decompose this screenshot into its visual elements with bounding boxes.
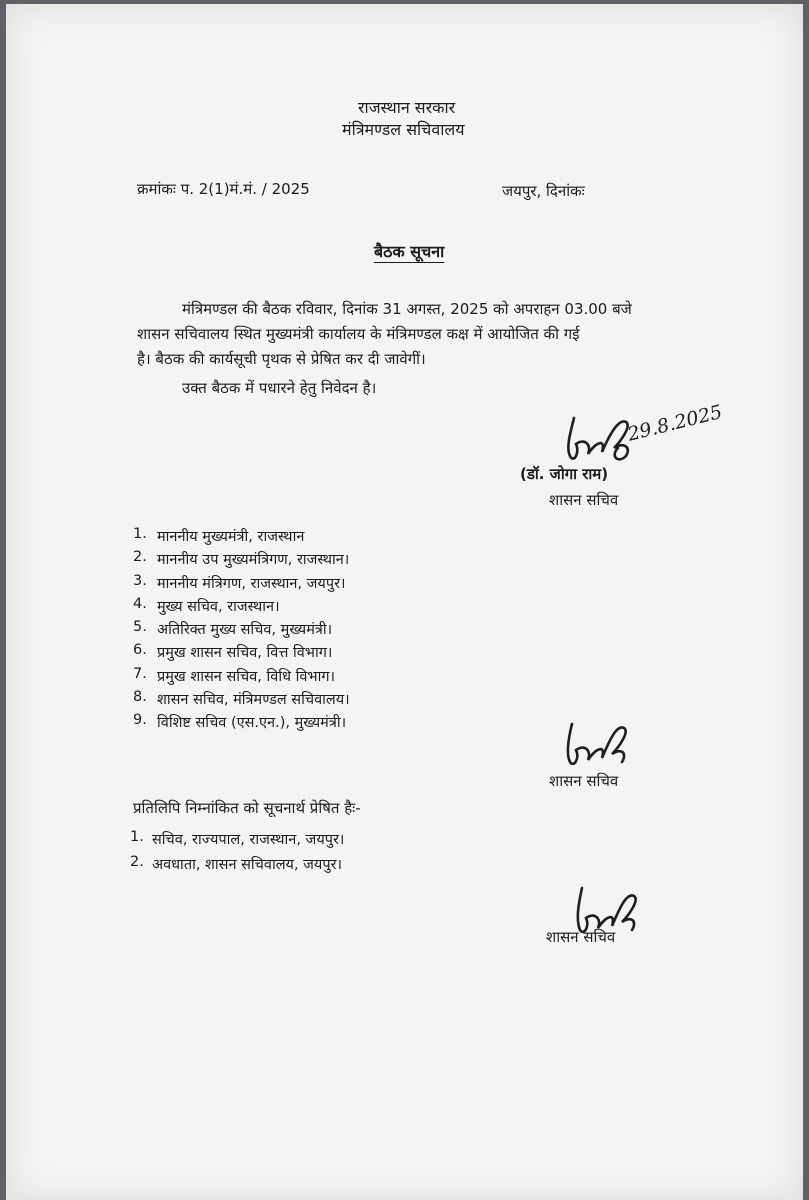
reference-number: क्रमांकः प. 2(1)मं.मं. / 2025: [137, 180, 310, 198]
list-item: 1. माननीय मुख्यमंत्री, राजस्थान: [133, 526, 305, 545]
list-item: 3. माननीय मंत्रिगण, राजस्थान, जयपुर।: [133, 572, 346, 592]
copy-list: [130, 829, 344, 879]
signature-2: [558, 716, 638, 772]
handwritten-date: 29.8.2025: [625, 400, 725, 446]
list-item: 2. माननीय उप मुख्यमंत्रिगण, राजस्थान।: [133, 549, 350, 569]
list-item: 8. शासन सचिव, मंत्रिमण्डल सचिवालय।: [133, 689, 350, 709]
list-item: 2. अवधाता, शासन सचिवालय, जयपुर।: [130, 854, 342, 873]
notice-body-line-2: शासन सचिवालय स्थित मुख्यमंत्री कार्यालय के मंत्रिमण्डल कक्ष में आयोजित की गई: [137, 325, 580, 343]
request-line: उक्त बैठक में पधारने हेतु निवेदन है।: [182, 379, 377, 397]
copy-heading: प्रतिलिपि निम्नांकित को सूचनार्थ प्रेषित हैः-: [133, 799, 361, 817]
list-item: 6. प्रमुख शासन सचिव, वित्त विभाग।: [133, 642, 333, 662]
signature-3-designation: शासन सचिव: [546, 928, 616, 946]
notice-body-line-3: है। बैठक की कार्यसूची पृथक से प्रेषित कर दी जावेगीं।: [137, 350, 426, 368]
list-item: 1. सचिव, राज्यपाल, राजस्थान, जयपुर।: [130, 829, 345, 848]
department-name: मंत्रिमण्डल सचिवालय: [342, 120, 465, 139]
recipient-list: [133, 526, 350, 736]
list-item: 4. मुख्य सचिव, राजस्थान।: [133, 595, 280, 615]
government-name: राजस्थान सरकार: [358, 98, 456, 117]
list-item: 5. अतिरिक्त मुख्य सचिव, मुख्यमंत्री।: [133, 619, 333, 639]
list-item: 9. विशिष्ट सचिव (एस.एन.), मुख्यमंत्री।: [133, 712, 347, 732]
signatory-designation: शासन सचिव: [549, 491, 619, 509]
signatory-name: (डॉ. जोगा राम): [520, 465, 609, 483]
document-page: [6, 4, 803, 1200]
signature-2-designation: शासन सचिव: [549, 772, 619, 790]
list-item: 7. प्रमुख शासन सचिव, विधि विभाग।: [133, 665, 336, 685]
notice-body-line-1: मंत्रिमण्डल की बैठक रविवार, दिनांक 31 अगस्त, 2025 को अपराहन 03.00 बजे: [182, 300, 632, 318]
notice-title: बैठक सूचना: [374, 242, 445, 261]
place-date: जयपुर, दिनांकः: [502, 182, 585, 200]
